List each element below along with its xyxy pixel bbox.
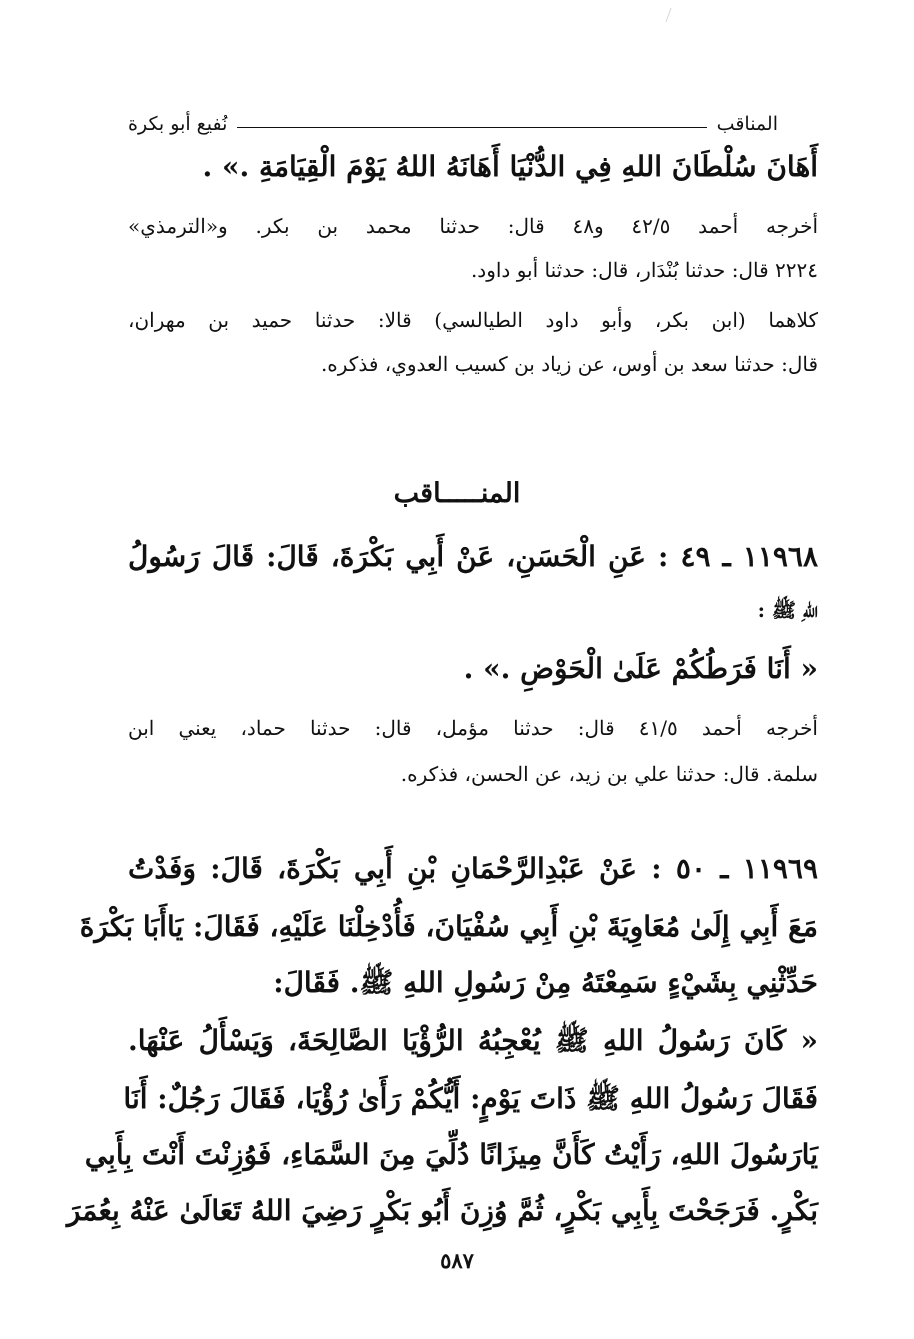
- section-heading: المنـــــاقب: [393, 478, 521, 509]
- takhrij-line: أخرجه أحمد ٤٢/٥ و٤٨ قال: حدثنا محمد بن بكر. و«الترمذي»: [128, 214, 819, 238]
- scan-mark: [665, 8, 683, 22]
- hadith-50-line: مَعَ أَبِي إِلَىٰ مُعَاوِيَةَ بْنِ أَبِي سُفْيَانَ، فَأُدْخِلْنَا عَلَيْهِ، فَقَالَ: يَاأَبَا بَكْرَةَ: [79, 910, 818, 943]
- hadith-continuation-line: أَهَانَ سُلْطَانَ اللهِ فِي الدُّنْيَا أَهَانَهُ اللهُ يَوْمَ الْقِيَامَةِ .» .: [202, 150, 818, 183]
- running-head: [128, 110, 778, 138]
- hadith-49-isnad-line: ١١٩٦٨ ـ ٤٩ : عَنِ الْحَسَنِ، عَنْ أَبِي بَكْرَةَ، قَالَ: قَالَ رَسُولُ: [128, 540, 819, 573]
- takhrij-line: قال: حدثنا سعد بن أوس، عن زياد بن كسيب العدوي، فذكره.: [320, 352, 818, 376]
- hadith-50-line: بَكْرٍ. فَرَجَحْتَ بِأَبِي بَكْرٍ، ثُمَّ وُزِنَ أَبُو بَكْرٍ رَضِيَ اللهُ تَعَالَىٰ عَنْهُ بِعُمَرَ: [66, 1194, 818, 1227]
- takhrij-line: كلاهما (ابن بكر، وأبو داود الطيالسي) قالا: حدثنا حميد بن مهران،: [128, 308, 818, 332]
- hadith-50-line: « كَانَ رَسُولُ اللهِ ﷺ يُعْجِبُهُ الرُّؤْيَا الصَّالِحَةَ، وَيَسْأَلُ عَنْهَا.: [128, 1024, 818, 1057]
- hadith-50-line: ١١٩٦٩ ـ ٥٠ : عَنْ عَبْدِالرَّحْمَانِ بْنِ أَبِي بَكْرَةَ، قَالَ: وَفَدْتُ: [128, 852, 818, 885]
- hadith-49-takhrij-line: سلمة. قال: حدثنا علي بن زيد، عن الحسن، فذكره.: [400, 762, 818, 786]
- hadith-49-takhrij-line: أخرجه أحمد ٤١/٥ قال: حدثنا مؤمل، قال: حدثنا حماد، يعني ابن: [128, 716, 818, 740]
- hadith-50-line: حَدِّثْنِي بِشَيْءٍ سَمِعْتَهُ مِنْ رَسُولِ اللهِ ﷺ. فَقَالَ:: [273, 966, 818, 999]
- hadith-50-line: فَقَالَ رَسُولُ اللهِ ﷺ ذَاتَ يَوْمٍ: أَيُّكُمْ رَأَىٰ رُؤْيَا، فَقَالَ رَجُلٌ: أَنَا: [123, 1082, 818, 1115]
- running-head-rule: [237, 127, 706, 128]
- hadith-50-line: يَارَسُولَ اللهِ، رَأَيْتُ كَأَنَّ مِيزَانًا دُلِّيَ مِنَ السَّمَاءِ، فَوُزِنْتَ أَنْتَ بِأَبِي: [84, 1138, 818, 1171]
- running-head-narrator: نُفيع أبو بكرة: [128, 113, 228, 135]
- page-number: ٥٨٧: [440, 1248, 474, 1273]
- hadith-49-isnad-line: اللهِ ﷺ :: [757, 598, 818, 622]
- hadith-49-matn: « أَنَا فَرَطُكُمْ عَلَىٰ الْحَوْضِ .» .: [463, 652, 818, 685]
- takhrij-line: ٢٢٢٤ قال: حدثنا بُنْدَار، قال: حدثنا أبو داود.: [470, 258, 818, 282]
- running-head-chapter: المناقب: [716, 113, 778, 135]
